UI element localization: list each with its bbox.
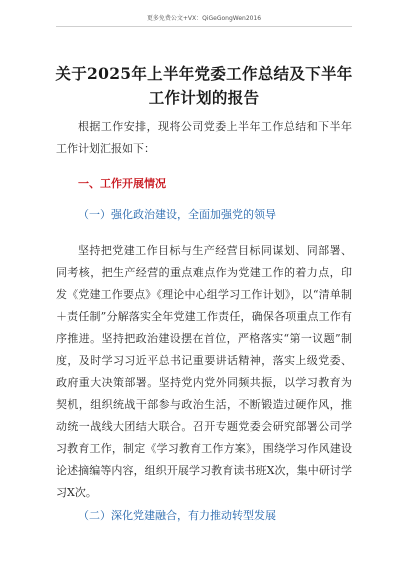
subsection-1-body: 坚持把党建工作目标与生产经营目标同谋划、同部署、同考核，把生产经营的重点难点作为党建工作的着力点，印发《党建工作要点》《理论中心组学习工作计划》，以“清单制＋责任制”分解落实全年党建工作责任，确保各项重点工作有序推进。坚持把政治建设摆在首位，严格落实“第一议题”制度，及时学习习近平总书记重要讲话精神，落实上级党委、政府重大决策部署。坚持党内党外同频共振，以学习教育为契机，组织统战干部参与政治生活，不断锻造过硬作风，推动统一战线大团结大联合。召开专题党委会研究部署公司学习教育工作，制定《学习教育工作方案》，围绕学习作风建设论述摘编等内容，组织开展学习教育读书班X次，集中研讨学习X次。	[56, 244, 352, 499]
subsection-heading-2: （二）深化党建融合，有力推动转型发展	[78, 509, 276, 522]
document-title	[40, 62, 368, 110]
header-text: 更多免费公文+VX：QiGeGongWen2016	[146, 15, 262, 22]
intro-paragraph: 根据工作安排，现将公司党委上半年工作总结和下半年工作计划汇报如下：	[56, 120, 352, 155]
page-header	[56, 14, 352, 27]
section-heading-1: 一、工作开展情况	[78, 177, 166, 190]
title-line-2: 工作计划的报告	[148, 88, 260, 107]
subsection-heading-1: （一）强化政治建设，全面加强党的领导	[78, 208, 276, 221]
title-line-1: 关于2025年上半年党委工作总结及下半年	[55, 64, 353, 83]
